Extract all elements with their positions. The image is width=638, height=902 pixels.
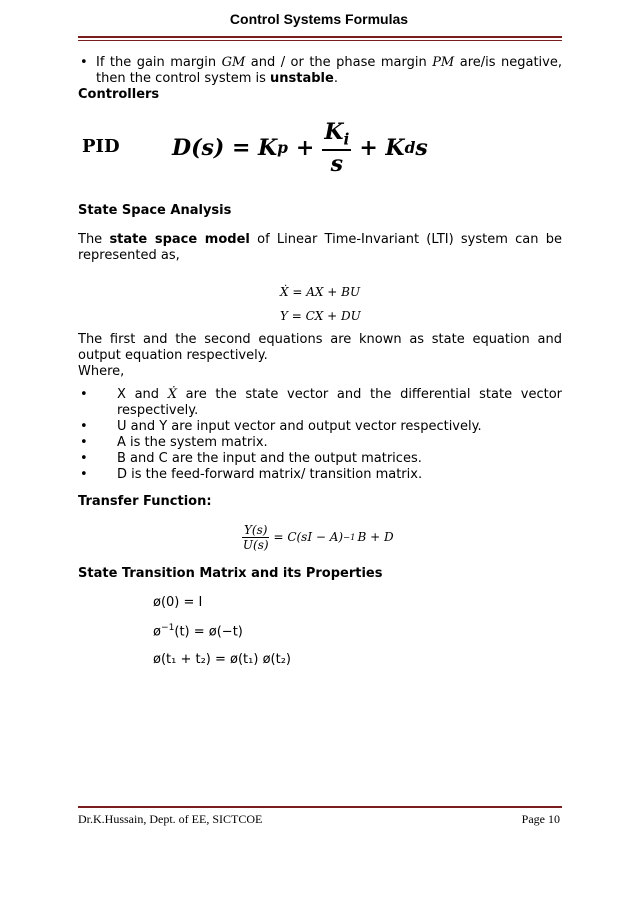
state-space-para-line1: The state space model of Linear Time-Invariant (LTI) system can be	[78, 232, 563, 247]
footer-author: Dr.K.Hussain, Dept. of EE, SICTCOE	[78, 812, 263, 826]
stm-property-2: $ø^{-1}(t)$ = ø(−t)	[153, 623, 243, 640]
list-item: D is the feed-forward matrix/ transition matrix.	[117, 467, 423, 482]
bullet-icon: •	[80, 467, 88, 482]
pid-label: PID	[82, 136, 120, 157]
where-label: Where,	[78, 364, 125, 379]
bullet-icon: •	[80, 435, 88, 450]
gain-margin-line1: If the gain margin GM and / or the phase margin PM are/is negative,	[96, 55, 562, 70]
header-rule	[78, 36, 562, 38]
stm-heading: State Transition Matrix and its Properties	[78, 566, 383, 581]
page-header-title: Control Systems Formulas	[229, 11, 409, 27]
bullet-icon: •	[80, 55, 88, 70]
state-equation: Ẋ = AX + BU	[280, 285, 361, 299]
bullet-icon: •	[80, 451, 88, 466]
list-item: B and C are the input and the output matrices.	[117, 451, 422, 466]
transfer-function-equation: $\frac{Y(s)}{U(s)}$ = C(sI − A) −1 B + D	[242, 522, 394, 552]
ki-over-s-fraction: $\frac{K_i}{s}$	[324, 119, 350, 177]
y-over-u-fraction: $\frac{Y(s)}{U(s)}$	[242, 522, 269, 552]
gain-margin-line2: then the control system is unstable.	[96, 71, 338, 86]
list-item: U and Y are input vector and output vector respectively.	[117, 419, 482, 434]
state-space-heading: State Space Analysis	[78, 203, 232, 218]
pid-equation: D(s) = K p + $\frac{K_i}{s}$ + K d s	[172, 119, 428, 177]
list-item: X and Ẋ are the state vector and the differential state vector	[117, 387, 562, 402]
header-rule-thin	[78, 40, 562, 41]
equations-desc-line1: The first and the second equations are known as state equation and	[78, 332, 562, 347]
bullet-icon: •	[80, 387, 88, 402]
list-item: A is the system matrix.	[117, 435, 268, 450]
transfer-function-heading: Transfer Function:	[78, 494, 212, 509]
list-item-cont: respectively.	[117, 403, 199, 418]
stm-property-3: ø(t₁ + t₂) = ø(t₁) ø(t₂)	[153, 652, 291, 667]
controllers-heading: Controllers	[78, 87, 160, 102]
state-space-para-line2: represented as,	[78, 248, 180, 263]
equations-desc-line2: output equation respectively.	[78, 348, 268, 363]
footer-rule	[78, 806, 562, 808]
output-equation: Y = CX + DU	[280, 309, 361, 323]
footer-page-number: Page 10	[521, 812, 560, 826]
bullet-icon: •	[80, 419, 88, 434]
stm-property-1: ø(0) = I	[153, 595, 203, 610]
